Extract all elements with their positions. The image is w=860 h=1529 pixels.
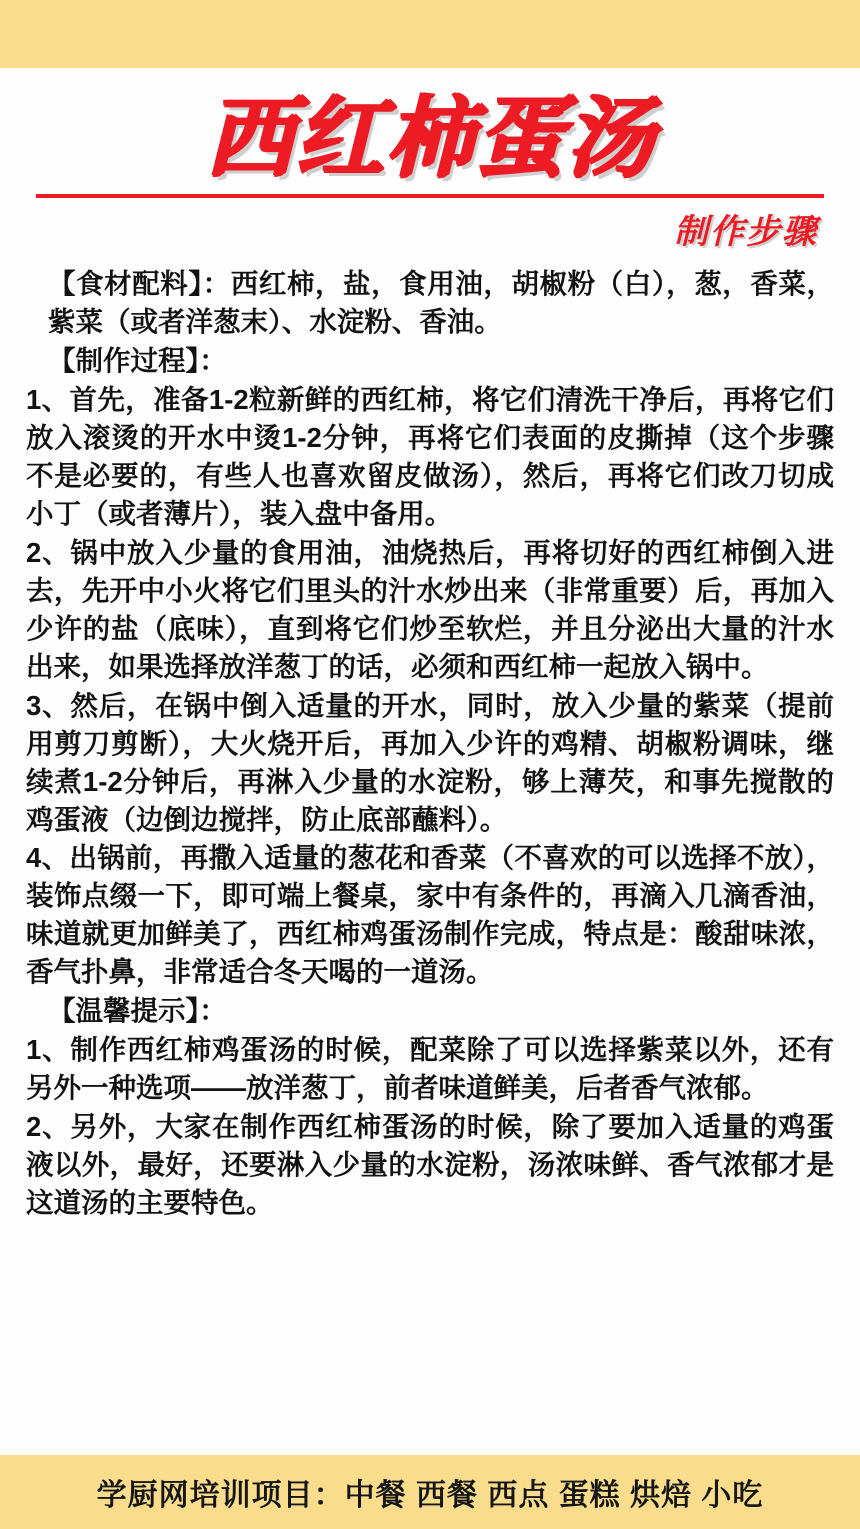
paragraph-step-1: 1、首先，准备1-2粒新鲜的西红柿，将它们清洗干净后，再将它们放入滚烫的开水中烫1-2分钟，再将它们表面的皮撕掉（这个步骤不是必要的，有些人也喜欢留皮做汤），然后，再将它们改刀切成小丁（或者薄片），装入盘中备用。 [26,384,834,530]
paragraph-step-4: 4、出锅前，再撒入适量的葱花和香菜（不喜欢的可以选择不放），装饰点缀一下，即可端上餐桌，家中有条件的，再滴入几滴香油，味道就更加鲜美了，西红柿鸡蛋汤制作完成，特点是：酸甜味浓，香气扑鼻，非常适合冬天喝的一道汤。 [26,842,834,988]
title-block [26,82,834,253]
footer-band [0,1455,860,1529]
top-decorative-band [0,0,860,68]
paragraph-tip-2: 2、另外，大家在制作西红柿蛋汤的时候，除了要加入适量的鸡蛋液以外，最好，还要淋入少量的水淀粉，汤浓味鲜、香气浓郁才是这道汤的主要特色。 [26,1111,834,1218]
paragraph-tips-heading: 【温馨提示】： [48,995,227,1027]
poster-content [0,68,860,1455]
page-subtitle: 制作步骤 [674,213,818,252]
footer-text: 学厨网培训项目：中餐 西餐 西点 蛋糕 烘焙 小吃 [96,1479,764,1512]
recipe-body [26,265,834,1222]
paragraph-tip-1: 1、制作西红柿鸡蛋汤的时候，配菜除了可以选择紫菜以外，还有另外一种选项——放洋葱丁，前者味道鲜美，后者香气浓郁。 [26,1034,834,1104]
paragraph-process-heading: 【制作过程】： [48,345,227,377]
paragraph-step-2: 2、锅中放入少量的食用油，油烧热后，再将切好的西红柿倒入进去，先开中小火将它们里头的汁水炒出来（非常重要）后，再加入少许的盐（底味），直到将它们炒至软烂，并且分泌出大量的汁水出来，如果选择放洋葱丁的话，必须和西红柿一起放入锅中。 [26,536,834,682]
page-title: 西红柿蛋汤 [204,86,655,189]
paragraph-ingredients: 【食材配料】：西红柿，盐，食用油，胡椒粉（白），葱，香菜，紫菜（或者洋葱末）、水淀粉、香油。 [48,268,834,338]
paragraph-step-3: 3、然后，在锅中倒入适量的开水，同时，放入少量的紫菜（提前用剪刀剪断），大火烧开后，再加入少许的鸡精、胡椒粉调味，继续煮1-2分钟后，再淋入少量的水淀粉，够上薄芡，和事先搅散的鸡蛋液（边倒边搅拌，防止底部蘸料）。 [26,689,834,835]
